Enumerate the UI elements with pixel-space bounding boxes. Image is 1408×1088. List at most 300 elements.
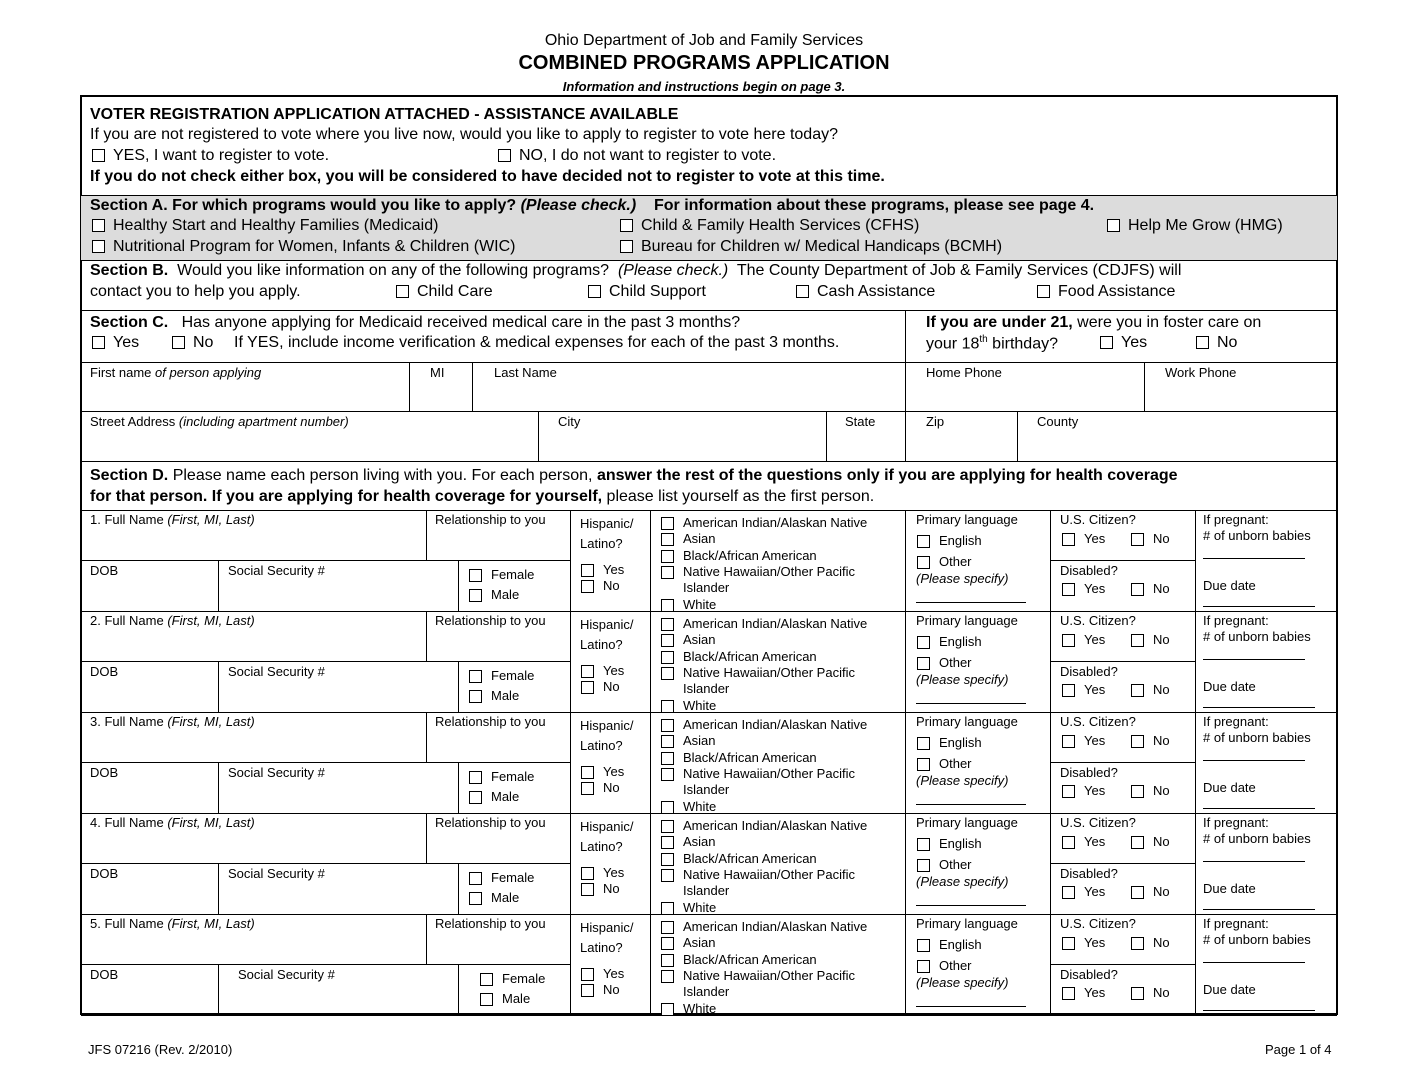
cash-assistance-checkbox[interactable] (796, 285, 809, 298)
section-c-note: If YES, include income verification & medical expenses for each of the past 3 months. (234, 334, 840, 351)
male-label: Male (491, 890, 520, 905)
race-checkbox[interactable] (661, 651, 674, 664)
language-specify-line[interactable] (916, 804, 1026, 805)
relationship-field[interactable] (430, 631, 566, 657)
disabled-yes-checkbox[interactable] (1062, 987, 1075, 1000)
race-label: Islander (683, 782, 730, 797)
disabled-no-label: No (1153, 581, 1170, 596)
race-label: Islander (683, 580, 730, 595)
citizen-yes-checkbox[interactable] (1062, 937, 1075, 950)
column-divider (458, 661, 459, 712)
race-label: Native Hawaiian/Other Pacific (683, 564, 855, 579)
hispanic-no-checkbox[interactable] (581, 883, 594, 896)
full-name-label: 5. Full Name (First, MI, Last) (90, 916, 255, 931)
section-d-line2: for that person. If you are applying for health coverage for yourself, please list yourself as the first person. (90, 488, 875, 505)
ssn-label: Social Security # (228, 765, 325, 780)
race-checkbox[interactable] (661, 921, 674, 934)
pregnant-label: If pregnant: (1203, 512, 1269, 527)
race-checkbox[interactable] (661, 836, 674, 849)
citizen-no-label: No (1153, 733, 1170, 748)
column-divider (570, 712, 571, 813)
due-date-line[interactable] (1203, 1010, 1315, 1011)
column-divider (650, 712, 651, 813)
option-cash-assistance[interactable]: Cash Assistance (796, 283, 935, 301)
race-checkbox[interactable] (661, 618, 674, 631)
due-date-line[interactable] (1203, 606, 1315, 607)
hispanic-label: Hispanic/ (580, 819, 634, 834)
row-mid-divider (1050, 661, 1195, 662)
voter-yes-option[interactable] (92, 147, 329, 165)
race-checkbox[interactable] (661, 801, 674, 814)
please-specify-label: (Please specify) (916, 874, 1009, 889)
latino-label: Latino? (580, 637, 623, 652)
race-checkbox[interactable] (661, 667, 674, 680)
state-label: State (845, 414, 876, 429)
male-label: Male (491, 688, 520, 703)
english-checkbox[interactable] (917, 535, 930, 548)
city-label: City (558, 414, 581, 429)
full-name-field[interactable] (90, 530, 420, 556)
female-label: Female (502, 971, 546, 986)
race-checkbox[interactable] (661, 719, 674, 732)
race-checkbox[interactable] (661, 550, 674, 563)
unborn-babies-line[interactable] (1203, 558, 1305, 559)
english-checkbox[interactable] (917, 636, 930, 649)
voter-no-label: NO, I do not want to register to vote. (519, 147, 777, 164)
citizen-yes-label: Yes (1084, 733, 1106, 748)
race-checkbox[interactable] (661, 954, 674, 967)
foster-yes-checkbox[interactable] (1100, 336, 1113, 349)
female-checkbox[interactable] (480, 973, 493, 986)
unborn-babies-line[interactable] (1203, 659, 1305, 660)
relationship-field[interactable] (430, 833, 566, 859)
citizen-no-checkbox[interactable] (1131, 634, 1144, 647)
county-field[interactable] (1020, 432, 1334, 458)
pregnant-label: If pregnant: (1203, 613, 1269, 628)
divider (81, 195, 1337, 196)
disabled-no-checkbox[interactable] (1131, 886, 1144, 899)
hispanic-yes-label: Yes (603, 865, 625, 880)
hispanic-no-label: No (603, 982, 620, 997)
last-name-field[interactable] (476, 383, 902, 409)
hispanic-no-label: No (603, 578, 620, 593)
language-specify-line[interactable] (916, 703, 1026, 704)
full-name-label: 3. Full Name (First, MI, Last) (90, 714, 255, 729)
relationship-label: Relationship to you (435, 714, 546, 729)
race-label: White (683, 698, 717, 713)
other-language-checkbox[interactable] (917, 960, 930, 973)
disabled-label: Disabled? (1060, 563, 1118, 578)
state-field[interactable] (830, 432, 902, 458)
unborn-babies-label: # of unborn babies (1203, 932, 1311, 947)
race-label: Asian (683, 632, 716, 647)
row-mid-divider (81, 661, 570, 662)
hispanic-label: Hispanic/ (580, 617, 634, 632)
form-subtitle: Information and instructions begin on page 3. (562, 79, 846, 94)
race-checkbox[interactable] (661, 820, 674, 833)
race-checkbox[interactable] (661, 902, 674, 915)
voter-yes-checkbox[interactable] (92, 149, 105, 162)
other-language-checkbox[interactable] (917, 556, 930, 569)
disabled-no-checkbox[interactable] (1131, 785, 1144, 798)
race-checkbox[interactable] (661, 1003, 674, 1016)
program-cfhs[interactable]: Child & Family Health Services (CFHS) (620, 217, 919, 235)
mi-field[interactable] (412, 383, 470, 409)
race-checkbox[interactable] (661, 768, 674, 781)
citizen-yes-checkbox[interactable] (1062, 533, 1075, 546)
male-checkbox[interactable] (469, 690, 482, 703)
race-label: Black/African American (683, 548, 817, 563)
disabled-yes-label: Yes (1084, 985, 1106, 1000)
program-hmg[interactable]: Help Me Grow (HMG) (1107, 217, 1283, 235)
disabled-yes-label: Yes (1084, 884, 1106, 899)
race-checkbox[interactable] (661, 700, 674, 713)
ssn-field[interactable] (222, 580, 454, 606)
race-label: White (683, 1001, 717, 1016)
column-divider (426, 813, 427, 863)
column-divider (458, 863, 459, 914)
work-phone-field[interactable] (1148, 383, 1334, 409)
divider (81, 461, 1337, 462)
latino-label: Latino? (580, 940, 623, 955)
column-divider (650, 510, 651, 611)
program-hmg-checkbox[interactable] (1107, 219, 1120, 232)
child-support-checkbox[interactable] (588, 285, 601, 298)
pregnant-label: If pregnant: (1203, 916, 1269, 931)
disabled-yes-checkbox[interactable] (1062, 583, 1075, 596)
column-divider (905, 712, 906, 813)
primary-language-label: Primary language (916, 512, 1018, 527)
program-wic[interactable]: Nutritional Program for Women, Infants & Children (WIC) (92, 238, 516, 256)
citizen-no-label: No (1153, 531, 1170, 546)
full-name-label: 4. Full Name (First, MI, Last) (90, 815, 255, 830)
hispanic-no-checkbox[interactable] (581, 580, 594, 593)
hispanic-yes-checkbox[interactable] (581, 867, 594, 880)
race-checkbox[interactable] (661, 970, 674, 983)
relationship-label: Relationship to you (435, 916, 546, 931)
hispanic-yes-label: Yes (603, 764, 625, 779)
column-divider (218, 863, 219, 914)
full-name-field[interactable] (90, 833, 420, 859)
other-language-checkbox[interactable] (917, 758, 930, 771)
pregnant-label: If pregnant: (1203, 815, 1269, 830)
child-care-checkbox[interactable] (396, 285, 409, 298)
language-specify-line[interactable] (916, 602, 1026, 603)
column-divider (426, 712, 427, 762)
agency-name: Ohio Department of Job and Family Services (544, 32, 864, 49)
citizen-no-checkbox[interactable] (1131, 735, 1144, 748)
disabled-no-checkbox[interactable] (1131, 987, 1144, 1000)
hispanic-yes-checkbox[interactable] (581, 665, 594, 678)
race-checkbox[interactable] (661, 634, 674, 647)
language-specify-line[interactable] (916, 905, 1026, 906)
column-divider (905, 914, 906, 1015)
unborn-babies-line[interactable] (1203, 760, 1305, 761)
due-date-label: Due date (1203, 578, 1256, 593)
race-label: Asian (683, 531, 716, 546)
primary-language-label: Primary language (916, 613, 1018, 628)
english-checkbox[interactable] (917, 838, 930, 851)
race-label: Black/African American (683, 952, 817, 967)
dob-field[interactable] (90, 681, 214, 707)
foster-question-line2: your 18th birthday? (926, 334, 1058, 353)
voter-heading: VOTER REGISTRATION APPLICATION ATTACHED - ASSISTANCE AVAILABLE (90, 106, 679, 123)
race-checkbox[interactable] (661, 533, 674, 546)
dob-label: DOB (90, 563, 119, 578)
food-assistance-checkbox[interactable] (1037, 285, 1050, 298)
other-language-label: Other (939, 756, 972, 771)
relationship-label: Relationship to you (435, 815, 546, 830)
dob-label: DOB (90, 967, 119, 982)
column-divider (1050, 611, 1051, 712)
race-label: Black/African American (683, 649, 817, 664)
foster-yes[interactable]: Yes (1100, 334, 1147, 352)
female-checkbox[interactable] (469, 771, 482, 784)
column-divider (1050, 813, 1051, 914)
program-bcmh-checkbox[interactable] (620, 240, 633, 253)
column-divider (1195, 813, 1196, 914)
please-specify-label: (Please specify) (916, 672, 1009, 687)
english-checkbox[interactable] (917, 939, 930, 952)
disabled-no-label: No (1153, 682, 1170, 697)
race-label: White (683, 799, 717, 814)
option-child-support[interactable]: Child Support (588, 283, 706, 301)
please-specify-label: (Please specify) (916, 773, 1009, 788)
row-mid-divider (1050, 964, 1195, 965)
latino-label: Latino? (580, 536, 623, 551)
column-divider (650, 611, 651, 712)
female-checkbox[interactable] (469, 569, 482, 582)
section-c-yes[interactable]: Yes (92, 334, 139, 352)
due-date-line[interactable] (1203, 808, 1315, 809)
race-label: Asian (683, 935, 716, 950)
city-field[interactable] (542, 432, 822, 458)
relationship-field[interactable] (430, 934, 566, 960)
male-label: Male (502, 991, 531, 1006)
zip-label: Zip (926, 414, 945, 429)
male-checkbox[interactable] (469, 589, 482, 602)
option-child-care[interactable]: Child Care (396, 283, 493, 301)
english-label: English (939, 937, 982, 952)
row-mid-divider (81, 964, 570, 965)
column-divider (570, 611, 571, 712)
male-checkbox[interactable] (480, 993, 493, 1006)
due-date-label: Due date (1203, 679, 1256, 694)
county-label: County (1037, 414, 1079, 429)
disabled-no-checkbox[interactable] (1131, 684, 1144, 697)
voter-no-option[interactable] (498, 147, 776, 165)
race-label: Asian (683, 834, 716, 849)
relationship-field[interactable] (430, 732, 566, 758)
section-c-no-checkbox[interactable] (172, 336, 185, 349)
row-mid-divider (1050, 863, 1195, 864)
disabled-yes-checkbox[interactable] (1062, 886, 1075, 899)
citizen-yes-label: Yes (1084, 935, 1106, 950)
column-divider (905, 611, 906, 712)
citizen-no-checkbox[interactable] (1131, 937, 1144, 950)
english-label: English (939, 735, 982, 750)
ssn-label: Social Security # (228, 563, 325, 578)
primary-language-label: Primary language (916, 815, 1018, 830)
race-checkbox[interactable] (661, 566, 674, 579)
disabled-no-label: No (1153, 884, 1170, 899)
section-b-text: Section B. Would you like information on any of the following programs? (Please check.) The County Department of Job & Family Services (CDJFS) will (90, 262, 1182, 279)
ssn-field[interactable] (222, 883, 454, 909)
hispanic-no-checkbox[interactable] (581, 984, 594, 997)
unborn-babies-line[interactable] (1203, 962, 1305, 963)
race-label: White (683, 900, 717, 915)
citizen-label: U.S. Citizen? (1060, 815, 1136, 830)
column-divider (458, 762, 459, 813)
street-label: Street Address (including apartment number) (90, 414, 349, 429)
section-c-yes-checkbox[interactable] (92, 336, 105, 349)
street-field[interactable] (90, 432, 534, 458)
english-label: English (939, 634, 982, 649)
work-phone-label: Work Phone (1165, 365, 1237, 380)
voter-no-checkbox[interactable] (498, 149, 511, 162)
citizen-yes-checkbox[interactable] (1062, 634, 1075, 647)
dob-field[interactable] (90, 782, 214, 808)
disabled-yes-checkbox[interactable] (1062, 785, 1075, 798)
column-divider (1050, 510, 1051, 611)
male-checkbox[interactable] (469, 892, 482, 905)
full-name-field[interactable] (90, 631, 420, 657)
column-divider (570, 813, 571, 914)
program-medicaid[interactable]: Healthy Start and Healthy Families (Medicaid) (92, 217, 438, 235)
other-language-checkbox[interactable] (917, 859, 930, 872)
hispanic-no-checkbox[interactable] (581, 681, 594, 694)
disabled-no-checkbox[interactable] (1131, 583, 1144, 596)
hispanic-no-checkbox[interactable] (581, 782, 594, 795)
disabled-label: Disabled? (1060, 866, 1118, 881)
unborn-babies-label: # of unborn babies (1203, 528, 1311, 543)
program-bcmh[interactable]: Bureau for Children w/ Medical Handicaps (BCMH) (620, 238, 1002, 256)
foster-question: If you are under 21, were you in foster care on (926, 314, 1262, 331)
male-label: Male (491, 789, 520, 804)
please-specify-label: (Please specify) (916, 975, 1009, 990)
program-medicaid-checkbox[interactable] (92, 219, 105, 232)
female-label: Female (491, 870, 535, 885)
citizen-yes-checkbox[interactable] (1062, 836, 1075, 849)
first-name-field[interactable] (90, 383, 405, 409)
unborn-babies-label: # of unborn babies (1203, 730, 1311, 745)
female-label: Female (491, 769, 535, 784)
dob-field[interactable] (90, 580, 214, 606)
ssn-field[interactable] (222, 782, 454, 808)
primary-language-label: Primary language (916, 916, 1018, 931)
hispanic-yes-checkbox[interactable] (581, 968, 594, 981)
zip-field[interactable] (908, 432, 1014, 458)
other-language-checkbox[interactable] (917, 657, 930, 670)
citizen-no-label: No (1153, 935, 1170, 950)
column-divider (426, 914, 427, 964)
divider (905, 311, 906, 461)
hispanic-no-label: No (603, 679, 620, 694)
citizen-no-checkbox[interactable] (1131, 533, 1144, 546)
citizen-yes-checkbox[interactable] (1062, 735, 1075, 748)
dob-field[interactable] (90, 984, 214, 1010)
other-language-label: Other (939, 958, 972, 973)
home-phone-field[interactable] (908, 383, 1140, 409)
column-divider (218, 964, 219, 1015)
unborn-babies-line[interactable] (1203, 861, 1305, 862)
program-wic-checkbox[interactable] (92, 240, 105, 253)
section-a-heading: Section A. For which programs would you like to apply? (Please check.) For information about these programs, please see page 4. (90, 197, 1095, 214)
female-checkbox[interactable] (469, 670, 482, 683)
full-name-label: 2. Full Name (First, MI, Last) (90, 613, 255, 628)
female-checkbox[interactable] (469, 872, 482, 885)
citizen-yes-label: Yes (1084, 531, 1106, 546)
column-divider (218, 661, 219, 712)
divider (81, 362, 1337, 363)
race-label: Native Hawaiian/Other Pacific (683, 968, 855, 983)
column-divider (1195, 510, 1196, 611)
male-label: Male (491, 587, 520, 602)
ssn-field[interactable] (222, 984, 454, 1010)
foster-no-checkbox[interactable] (1196, 336, 1209, 349)
race-checkbox[interactable] (661, 937, 674, 950)
divider (81, 310, 1337, 311)
hispanic-yes-label: Yes (603, 966, 625, 981)
dob-field[interactable] (90, 883, 214, 909)
race-label: American Indian/Alaskan Native (683, 717, 868, 732)
column-divider (905, 813, 906, 914)
full-name-field[interactable] (90, 732, 420, 758)
race-checkbox[interactable] (661, 735, 674, 748)
form-title: COMBINED PROGRAMS APPLICATION (518, 52, 890, 74)
column-divider (1050, 712, 1051, 813)
citizen-no-label: No (1153, 834, 1170, 849)
male-checkbox[interactable] (469, 791, 482, 804)
race-checkbox[interactable] (661, 869, 674, 882)
race-label: Native Hawaiian/Other Pacific (683, 766, 855, 781)
disabled-yes-label: Yes (1084, 581, 1106, 596)
disabled-yes-label: Yes (1084, 682, 1106, 697)
row-mid-divider (81, 762, 570, 763)
race-checkbox[interactable] (661, 599, 674, 612)
latino-label: Latino? (580, 738, 623, 753)
dob-label: DOB (90, 765, 119, 780)
full-name-field[interactable] (90, 934, 420, 960)
column-divider (570, 914, 571, 1015)
hispanic-yes-label: Yes (603, 562, 625, 577)
ssn-field[interactable] (222, 681, 454, 707)
hispanic-yes-checkbox[interactable] (581, 564, 594, 577)
foster-no[interactable]: No (1196, 334, 1237, 352)
disabled-no-label: No (1153, 985, 1170, 1000)
hispanic-yes-checkbox[interactable] (581, 766, 594, 779)
language-specify-line[interactable] (916, 1006, 1026, 1007)
section-b-line2: contact you to help you apply. (90, 283, 301, 300)
due-date-line[interactable] (1203, 909, 1315, 910)
program-cfhs-checkbox[interactable] (620, 219, 633, 232)
race-checkbox[interactable] (661, 853, 674, 866)
column-divider (426, 611, 427, 661)
voter-notice: If you do not check either box, you will be considered to have decided not to register to vote at this time. (90, 168, 885, 185)
due-date-line[interactable] (1203, 707, 1315, 708)
relationship-field[interactable] (430, 530, 566, 556)
female-label: Female (491, 567, 535, 582)
english-checkbox[interactable] (917, 737, 930, 750)
race-label: American Indian/Alaskan Native (683, 515, 868, 530)
option-food-assistance[interactable]: Food Assistance (1037, 283, 1175, 301)
divider (81, 260, 1337, 261)
race-checkbox[interactable] (661, 517, 674, 530)
race-checkbox[interactable] (661, 752, 674, 765)
citizen-no-checkbox[interactable] (1131, 836, 1144, 849)
disabled-yes-checkbox[interactable] (1062, 684, 1075, 697)
section-c-no[interactable]: No (172, 334, 213, 352)
